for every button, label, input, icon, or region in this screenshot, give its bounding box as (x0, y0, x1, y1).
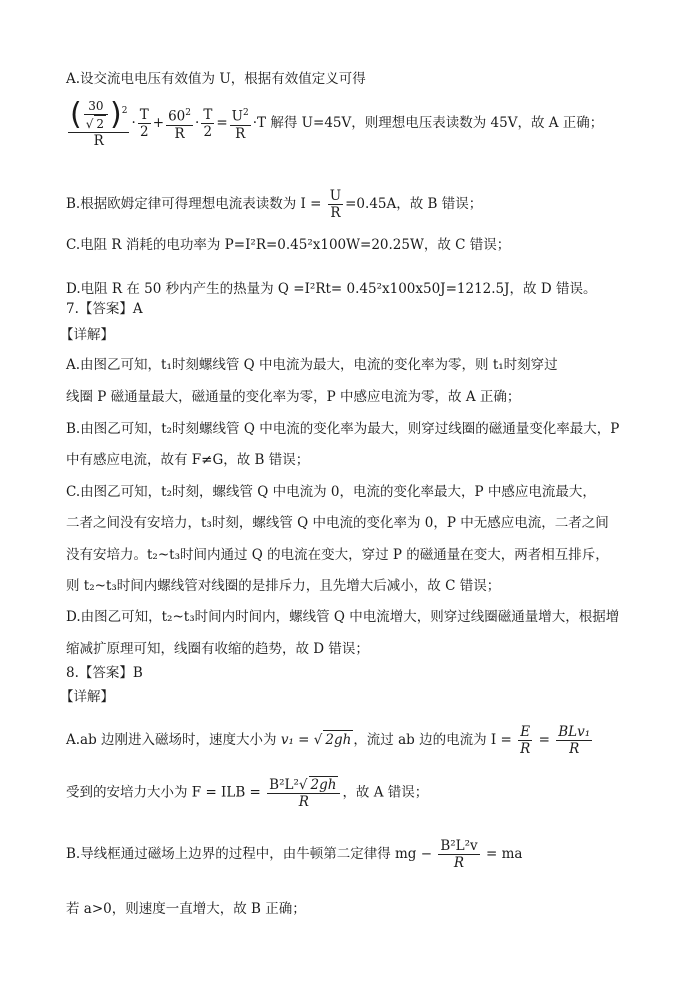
q6-a-intro: A.设交流电电压有效值为 U，根据有效值定义可得 (66, 71, 366, 87)
q7-c1: C.由图乙可知，t₂时刻，螺线管 Q 中电流为 0，电流的变化率最大，P 中感应电流最大， (66, 484, 596, 500)
q7-d2: 缩减扩原理可知，线圈有收缩的趋势，故 D 错误； (66, 641, 369, 657)
q7-c2: 二者之间没有安培力，t₃时刻，螺线管 Q 中电流的变化率为 0，P 中无感应电流，二者之间 (66, 515, 609, 531)
q7-c3: 没有安培力。t₂~t₃时间内通过 Q 的电流在变大，穿过 P 的磁通量在变大，两者相互排斥， (66, 547, 609, 563)
q7-detail-label: 【详解】 (60, 327, 114, 343)
q6-b: B.根据欧姆定律可得理想电流表读数为 I = $\frac{U}{R}$ =0.45A，故 B 错误； (66, 188, 483, 221)
q7-a2: 线圈 P 磁通量最大，磁通量的变化率为零，P 中感应电流为零，故 A 正确； (66, 389, 521, 405)
q7-b2: 中有感应电流，故有 F≠G，故 B 错误； (66, 452, 310, 468)
q6-a-formula: ( $\frac{30}{√ 2}$ )$^2$ R · $\frac{T}{2}$ + $\frac{60^2}{R}$ · $\frac{T}{2}$ = $\frac{U^2}{R}$ ·T 解得 U=45V，则理想电压表读数为 45V，故 A 正确； (70, 97, 604, 149)
q7-answer: 7.【答案】A (66, 301, 143, 317)
q7-c4: 则 t₂~t₃时间内螺线管对线圈的是排斥力，且先增大后减小，故 C 错误； (66, 578, 501, 594)
formula-frac-t2: $\frac{T}{2}$ (203, 107, 213, 140)
q8-answer: 8.【答案】B (66, 665, 143, 681)
q8-a2: 受到的安培力大小为 F = ILB = $\frac{\text{B²L²√ 2gh}}{R}$ ，故 A 错误； (66, 777, 429, 810)
formula-frac-2: $\frac{60^2}{R}$ (166, 105, 193, 142)
q8-b1: B.导线框通过磁场上边界的过程中，由牛顿第二定律得 mg − $\frac{\text{B²L²v}}{R}$ = ma (66, 838, 523, 871)
formula-frac-1: ( $\frac{30}{√ 2}$ )$^2$ R (70, 97, 128, 149)
q6-c: C.电阻 R 消耗的电功率为 P=I²R=0.45²x100W=20.25W，故 C 错误； (66, 237, 511, 253)
q7-d1: D.由图乙可知，t₂~t₃时间内时间内，螺线管 Q 中电流增大，则穿过线圈磁通量增大，根据增 (66, 609, 620, 625)
q7-a1: A.由图乙可知，t₁时刻螺线管 Q 中电流为最大，电流的变化率为零，则 t₁时刻穿过 (66, 357, 558, 373)
q6-a-conclusion: ·T 解得 U=45V，则理想电压表读数为 45V，故 A 正确； (252, 115, 604, 131)
formula-frac-t1: $\frac{T}{2}$ (139, 107, 149, 140)
q8-b2: 若 a>0，则速度一直增大，故 B 正确； (66, 901, 306, 917)
q8-a1: A.ab 边刚进入磁场时，速度大小为 v₁ = √ 2gh ，流过 ab 边的电流为 I = $\frac{E}{R}$ = $\frac{\text{BLv₁}}{R}$ (66, 724, 591, 757)
q7-b1: B.由图乙可知，t₂时刻螺线管 Q 中电流的变化率为最大，则穿过线圈的磁通量变化率最大，P (66, 421, 620, 437)
q8-detail-label: 【详解】 (60, 689, 114, 705)
q6-d: D.电阻 R 在 50 秒内产生的热量为 Q =I²Rt= 0.45²x100x50J=1212.5J，故 D 错误。 (66, 281, 597, 297)
formula-frac-3: $\frac{U^2}{R}$ (230, 105, 251, 142)
